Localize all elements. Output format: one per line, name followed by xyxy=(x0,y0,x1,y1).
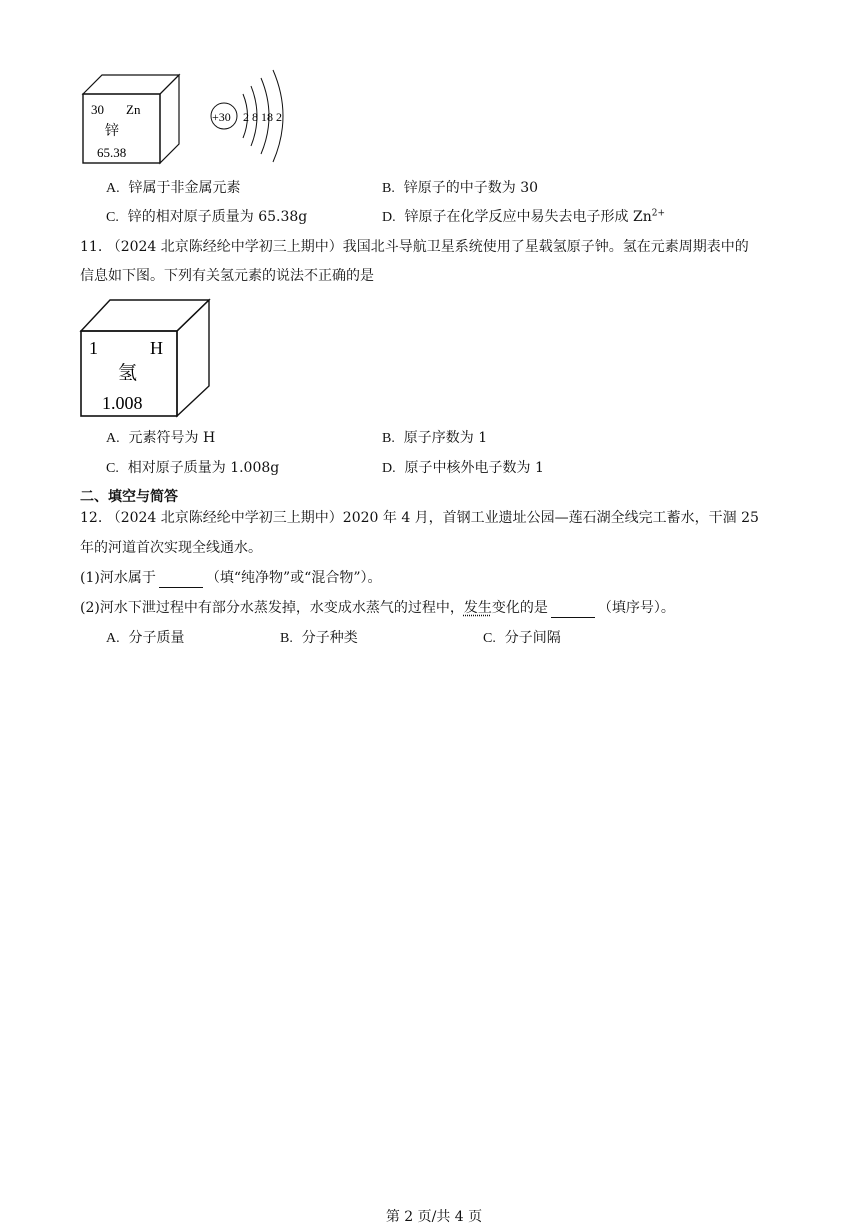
q12-option-a[interactable]: A. 分子质量 xyxy=(106,630,185,646)
hydrogen-element-card xyxy=(78,297,212,419)
zinc-nucleus-charge: +30 xyxy=(212,110,231,124)
q11-option-b[interactable]: B. 原子序数为 1 xyxy=(382,430,488,446)
hydrogen-mass: 1.008 xyxy=(102,393,143,413)
q10-option-a[interactable]: A. 锌属于非金属元素 xyxy=(106,180,241,196)
zinc-electron-shells: 2 8 18 2 xyxy=(243,110,282,124)
zinc-atom-structure-diagram xyxy=(205,68,300,166)
q12-stem-line1: 12. （2024 北京陈经纶中学初三上期中）2020 年 4 月，首钢工业遗址公园—莲石湖全线完工蓄水，干涸 25 xyxy=(80,510,759,526)
zinc-atomic-number: 30 xyxy=(91,102,104,117)
page-footer: 第 2 页/共 4 页 xyxy=(385,1209,483,1225)
q11-option-c[interactable]: C. 相对原子质量为 1.008g xyxy=(106,460,280,476)
q12-sub2-answer-blank[interactable] xyxy=(551,603,595,618)
q12-sub1: (1)河水属于 （填“纯净物”或“混合物”）。 xyxy=(80,570,382,586)
q10-option-c[interactable]: C. 锌的相对原子质量为 65.38g xyxy=(106,209,308,225)
q10-option-b[interactable]: B. 锌原子的中子数为 30 xyxy=(382,180,539,196)
q12-stem-line2: 年的河道首次实现全线通水。 xyxy=(80,540,262,556)
zinc-name: 锌 xyxy=(105,124,119,139)
q11-option-a[interactable]: A. 元素符号为 H xyxy=(106,430,216,446)
zn-charge-superscript: 2+ xyxy=(651,208,666,219)
q10-option-d[interactable]: D. 锌原子在化学反应中易失去电子形成 $Zn^{2+}$ xyxy=(382,208,666,225)
emphasis-dotted-text: 发生 xyxy=(463,600,492,616)
q12-sub1-answer-blank[interactable] xyxy=(159,573,203,588)
q11-stem-line2: 信息如下图。下列有关氢元素的说法不正确的是 xyxy=(80,268,374,284)
hydrogen-name: 氢 xyxy=(118,363,138,384)
q11-option-d[interactable]: D. 原子中核外电子数为 1 xyxy=(382,460,544,476)
zinc-symbol: Zn xyxy=(126,102,141,117)
zinc-mass: 65.38 xyxy=(97,145,127,160)
q11-stem-line1: 11. （2024 北京陈经纶中学初三上期中）我国北斗导航卫星系统使用了星载氢原子钟。氢在元素周期表中的 xyxy=(80,239,749,255)
section-heading: 二、填空与简答 xyxy=(80,489,178,505)
zinc-element-card xyxy=(80,72,182,166)
q12-option-c[interactable]: C. 分子间隔 xyxy=(483,630,561,646)
q12-option-b[interactable]: B. 分子种类 xyxy=(280,630,358,646)
hydrogen-atomic-number: 1 xyxy=(89,338,98,358)
q12-sub2: (2)河水下泄过程中有部分水蒸发掉，水变成水蒸气的过程中，发生变化的是 （填序号）。 xyxy=(80,600,675,616)
hydrogen-symbol: H xyxy=(150,338,163,358)
